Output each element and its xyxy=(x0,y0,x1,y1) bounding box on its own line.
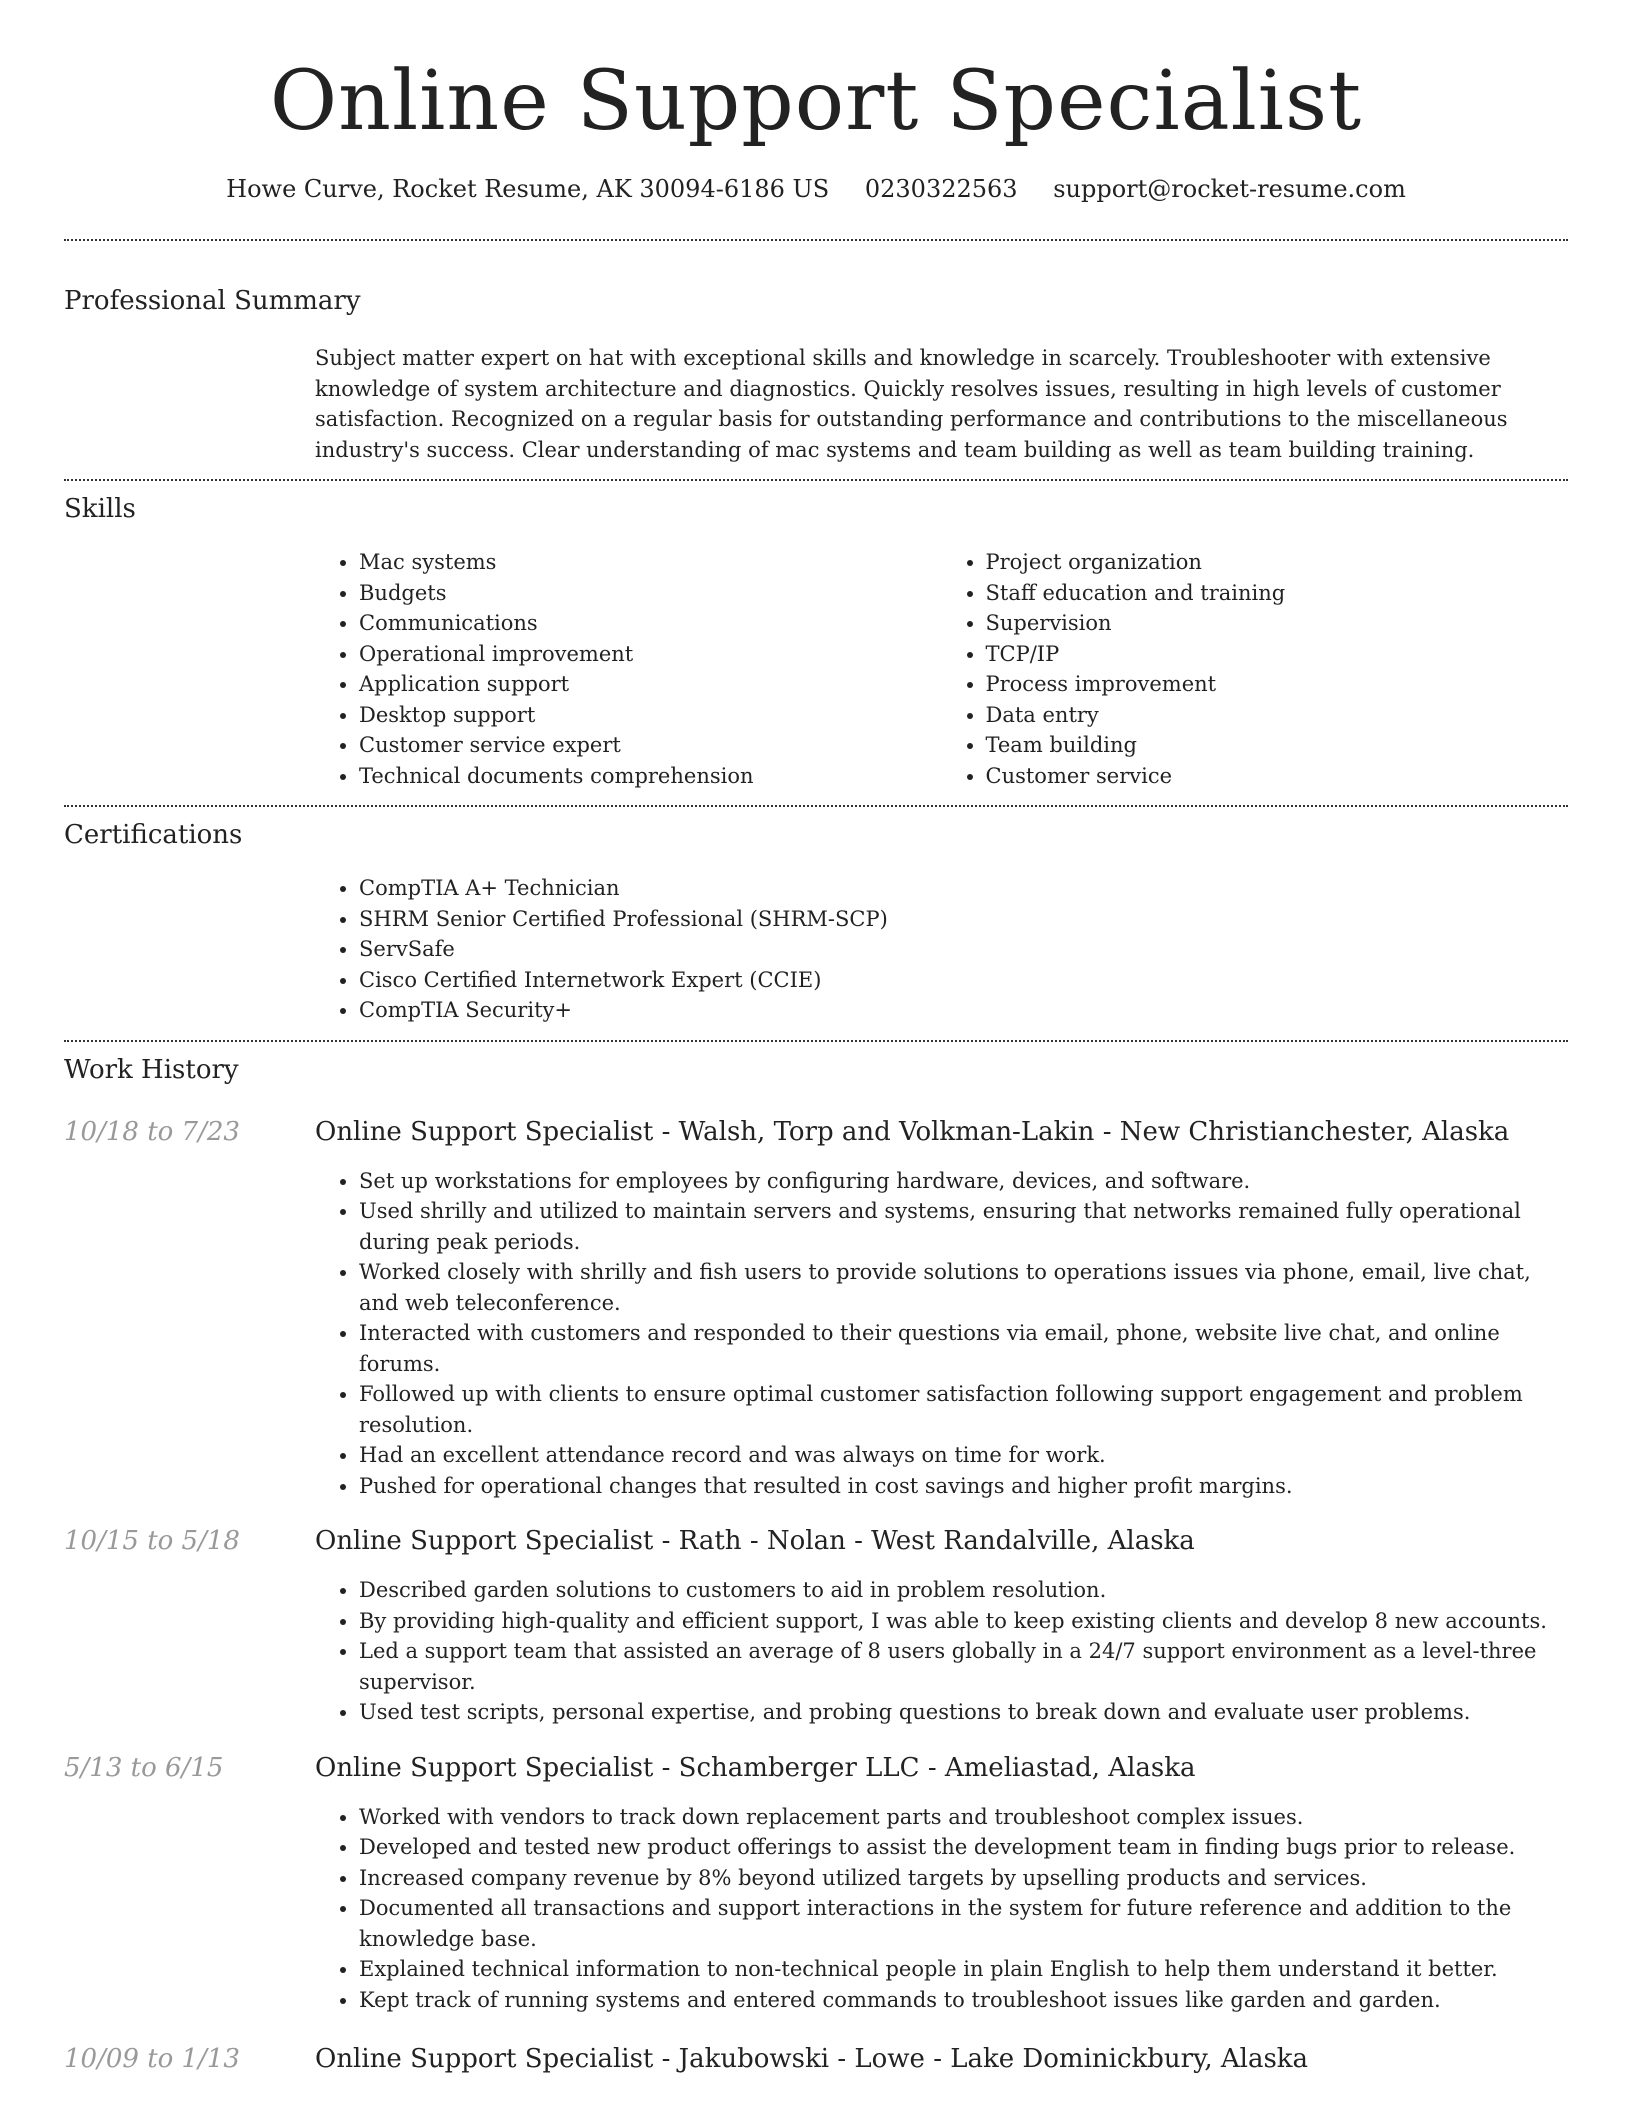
work-heading: Online Support Specialist - Schamberger LLC - Ameliastad, Alaska xyxy=(315,1752,1196,1783)
skills-list-right xyxy=(942,547,1569,791)
work-bullet: • Kept track of running systems and entered commands to troubleshoot issues like garden and garden. xyxy=(359,1985,1568,2016)
certifications-heading: Certifications xyxy=(64,820,243,850)
work-details xyxy=(315,1525,1568,1728)
skill-item: • Application support xyxy=(359,669,942,700)
candidate-name: Online Support Specialist xyxy=(269,54,1363,149)
work-details xyxy=(315,1116,1568,1502)
work-bullet: • Set up workstations for employees by configuring hardware, devices, and software. xyxy=(359,1166,1568,1197)
section-divider xyxy=(64,805,1568,807)
skills-grid xyxy=(315,547,1568,791)
skill-item: • Supervision xyxy=(986,608,1569,639)
contact-address: Howe Curve, Rocket Resume, AK 30094-6186 US xyxy=(226,175,830,203)
contact-phone: 0230322563 xyxy=(864,175,1018,203)
work-bullet: • Worked closely with shrilly and fish users to provide solutions to operations issues via phone, email, live chat, and web teleconference. xyxy=(359,1257,1568,1318)
work-bullet: • Explained technical information to non-technical people in plain English to help them understand it better. xyxy=(359,1954,1568,1985)
skill-item: • Desktop support xyxy=(359,700,942,731)
work-bullet: • Had an excellent attendance record and was always on time for work. xyxy=(359,1440,1568,1471)
work-bullets xyxy=(315,1802,1568,2016)
skill-item: • Budgets xyxy=(359,578,942,609)
work-entry xyxy=(64,1752,1568,2016)
work-dates: 10/18 to 7/23 xyxy=(64,1116,240,1147)
work-entry xyxy=(64,1525,1568,1728)
work-bullet: • Pushed for operational changes that resulted in cost savings and higher profit margins. xyxy=(359,1471,1568,1502)
work-bullet: • Used test scripts, personal expertise, and probing questions to break down and evaluate user problems. xyxy=(359,1697,1568,1728)
summary-text: Subject matter expert on hat with exceptional skills and knowledge in scarcely. Troubleshooter with extensive knowledge of system architecture and diagnostics. Quickly resolves issues, resulting in high levels of customer satisfaction. Recognized on a regular basis for outstanding performance and contributions to the miscellaneous industry's success. Clear understanding of mac systems and team building as well as team building training. xyxy=(315,346,1508,462)
work-bullet: • Interacted with customers and responded to their questions via email, phone, website live chat, and online forums. xyxy=(359,1318,1568,1379)
work-dates: 10/09 to 1/13 xyxy=(64,2044,240,2074)
contact-line xyxy=(64,174,1568,204)
work-bullets xyxy=(315,1575,1568,1728)
work-heading: Online Support Specialist - Walsh, Torp and Volkman-Lakin - New Christianchester, Alaska xyxy=(315,1116,1510,1147)
skill-item: • Customer service expert xyxy=(359,730,942,761)
work-details xyxy=(315,2043,1568,2075)
section-divider xyxy=(64,239,1568,241)
skill-item: • Process improvement xyxy=(986,669,1569,700)
certification-item: • ServSafe xyxy=(359,934,1568,965)
skill-item: • Team building xyxy=(986,730,1569,761)
section-divider xyxy=(64,479,1568,481)
summary-heading: Professional Summary xyxy=(64,286,361,316)
skill-item: • TCP/IP xyxy=(986,639,1569,670)
skills-list-left xyxy=(315,547,942,791)
skill-item: • Communications xyxy=(359,608,942,639)
certification-item: • SHRM Senior Certified Professional (SHRM-SCP) xyxy=(359,904,1568,935)
section-divider xyxy=(64,1040,1568,1042)
work-bullet: • Developed and tested new product offerings to assist the development team in finding bugs prior to release. xyxy=(359,1832,1568,1863)
work-bullet: • Described garden solutions to customers to aid in problem resolution. xyxy=(359,1575,1568,1606)
work-entry xyxy=(64,2043,1568,2075)
work-bullet: • Worked with vendors to track down replacement parts and troubleshoot complex issues. xyxy=(359,1802,1568,1833)
skill-item: • Staff education and training xyxy=(986,578,1569,609)
work-entry xyxy=(64,1116,1568,1502)
work-bullet: • Led a support team that assisted an average of 8 users globally in a 24/7 support environment as a level-three supervisor. xyxy=(359,1636,1568,1697)
skill-item: • Data entry xyxy=(986,700,1569,731)
skill-item: • Mac systems xyxy=(359,547,942,578)
skill-item: • Project organization xyxy=(986,547,1569,578)
certifications-list xyxy=(315,873,1568,1026)
skill-item: • Customer service xyxy=(986,761,1569,792)
work-bullet: • Increased company revenue by 8% beyond utilized targets by upselling products and services. xyxy=(359,1863,1568,1894)
work-bullet: • By providing high-quality and efficient support, I was able to keep existing clients and develop 8 new accounts. xyxy=(359,1606,1568,1637)
work-dates: 10/15 to 5/18 xyxy=(64,1526,240,1556)
resume-page xyxy=(64,0,1568,2075)
contact-email[interactable]: support@rocket-resume.com xyxy=(1053,175,1406,203)
work-bullet: • Followed up with clients to ensure optimal customer satisfaction following support engagement and problem resolution. xyxy=(359,1379,1568,1440)
work-bullet: • Used shrilly and utilized to maintain servers and systems, ensuring that networks remained fully operational during peak periods. xyxy=(359,1196,1568,1257)
work-history-heading: Work History xyxy=(64,1054,239,1085)
work-heading: Online Support Specialist - Rath - Nolan - West Randalville, Alaska xyxy=(315,1526,1195,1556)
skill-item: • Technical documents comprehension xyxy=(359,761,942,792)
work-dates: 5/13 to 6/15 xyxy=(64,1752,224,1783)
work-details xyxy=(315,1752,1568,2016)
work-history-list xyxy=(64,1116,1568,2076)
certification-item: • CompTIA Security+ xyxy=(359,995,1568,1026)
work-heading: Online Support Specialist - Jakubowski - Lowe - Lake Dominickbury, Alaska xyxy=(315,2044,1309,2074)
certification-item: • CompTIA A+ Technician xyxy=(359,873,1568,904)
certification-item: • Cisco Certified Internetwork Expert (CCIE) xyxy=(359,965,1568,996)
work-bullets xyxy=(315,1166,1568,1502)
skill-item: • Operational improvement xyxy=(359,639,942,670)
skills-heading: Skills xyxy=(64,494,136,524)
work-bullet: • Documented all transactions and support interactions in the system for future reference and addition to the knowledge base. xyxy=(359,1893,1568,1954)
